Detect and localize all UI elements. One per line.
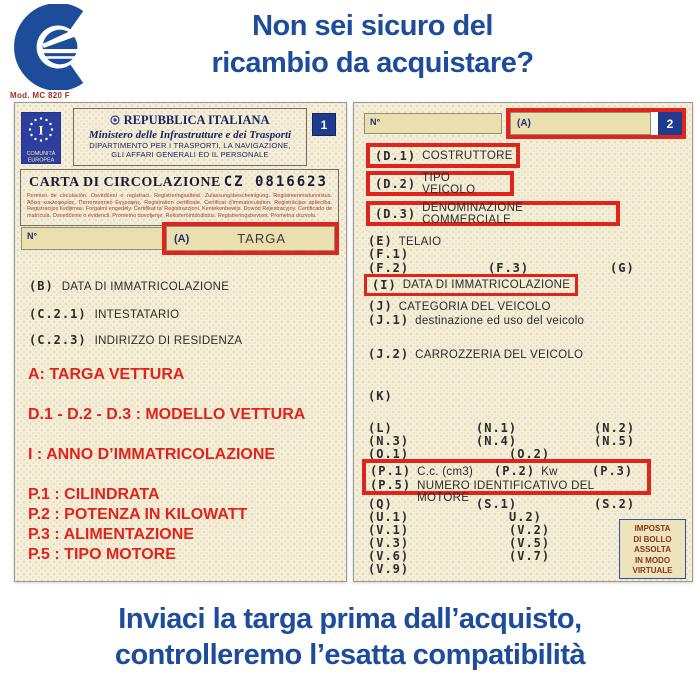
ministry-line: Ministero delle Infrastrutture e dei Trasporti — [88, 129, 292, 141]
field-row-c23 — [29, 333, 242, 347]
carta-section — [20, 169, 339, 226]
page-title-line2: ricambio da acquistare? — [211, 47, 534, 79]
legend-note-p3: P.3 : ALIMENTAZIONE — [28, 526, 194, 543]
doc2-number-field-label: N° — [370, 117, 381, 127]
targa-field-label: TARGA — [237, 231, 287, 246]
targa-highlight-box — [162, 222, 339, 255]
field-code-f1: (F.1) — [368, 247, 410, 261]
d1-highlight-box — [366, 143, 520, 168]
imposta-line3: ASSOLTA — [633, 545, 672, 554]
field-label-c23: INDIRIZZO DI RESIDENZA — [94, 335, 243, 347]
legend-note-i: I : ANNO D’IMMATRICOLAZIONE — [28, 446, 276, 463]
field-code-u1: (U.1) — [368, 510, 410, 524]
field-code-f3: (F.3) — [488, 261, 530, 275]
carta-title: CARTA DI CIRCOLAZIONE — [29, 175, 221, 190]
field-code-j: (J) — [368, 299, 393, 313]
field-code-n1: (N.1) — [476, 421, 518, 435]
field-label-c21: INTESTATARIO — [94, 309, 180, 321]
imposta-line4: IN MODO — [634, 555, 671, 565]
field-row-f1 — [354, 247, 692, 260]
field-code-p2: (P.2) — [494, 464, 536, 478]
field-code-j1: (J.1) — [368, 313, 410, 327]
field-code-s2: (S.2) — [594, 497, 636, 511]
republic-title — [74, 113, 306, 128]
field-label-p5: NUMERO IDENTIFICATIVO DEL MOTORE — [417, 480, 594, 504]
page-title-line1: Non sei sicuro del — [252, 10, 493, 42]
eu-member-letter: I — [38, 122, 44, 138]
doc2-targa-highlight-box — [506, 108, 686, 139]
footer-line2: controlleremo l’esatta compatibilità — [114, 639, 586, 671]
field-code-q: (Q) — [368, 497, 393, 511]
field-code-v5: (V.5) — [509, 536, 551, 550]
imposta-line2: DI BOLLO — [633, 534, 672, 544]
field-label-p1: C.c. (cm3) — [417, 466, 474, 478]
eu-label-line2: EUROPEA — [27, 157, 55, 164]
department-line2: GLI AFFARI GENERALI ED IL PERSONALE — [111, 150, 269, 159]
field-code-b: (B) — [29, 279, 54, 293]
imposta-di-bollo-box — [619, 519, 686, 579]
field-code-n4: (N.4) — [476, 434, 518, 448]
eu-label-line1: COMUNITÀ — [26, 151, 56, 157]
republic-title-text: REPUBBLICA ITALIANA — [123, 113, 270, 127]
registration-card-page1 — [14, 102, 347, 582]
field-row-n3-n4-n5 — [354, 434, 692, 447]
field-code-v2: (V.2) — [509, 523, 551, 537]
field-row-j2 — [354, 347, 692, 360]
form-model-label: Mod. MC 820 F — [10, 91, 70, 100]
field-code-d1: (D.1) — [375, 148, 417, 163]
field-code-o1: (O.1) — [368, 447, 410, 461]
field-code-n3: (N.3) — [368, 434, 410, 448]
field-code-j2: (J.2) — [368, 347, 410, 361]
field-row-e — [354, 234, 692, 247]
field-code-e: (E) — [368, 234, 393, 248]
field-code-p3: (P.3) — [592, 464, 634, 478]
d3-highlight-box — [366, 201, 620, 226]
field-code-i: (I) — [372, 278, 397, 292]
field-code-v1: (V.1) — [368, 523, 410, 537]
field-label-j2: CARROZZERIA DEL VEICOLO — [415, 349, 584, 361]
page-number-badge-1: 1 — [312, 113, 336, 136]
i-highlight-box — [364, 274, 578, 296]
multilanguage-text: Permiso de circulación. Osvědčení o registraci. Registreringsattest. Zulassungsbescheinigung. Registreerimistunnistus. Άδεια κυκλοφορίας. Πιστοποιητικό Εγγραφής. Registration certificate. Certificat d’immatriculation. Reģistrācijas apliecība. Registracijos liudijimas. Forgalmi engedély. Ċertifikat ta’ Reġistrazzjoni. Kentekenbewijs. Dowód Rejestracyjny. Certificado de matrícula. Osvedčenie o evidencii. Prometno dovoljenje. Rekisteröintitodistus. Registreringsbeviset. Prometna dozvola. — [27, 193, 332, 219]
field-row-c21 — [29, 307, 179, 321]
legend-note-p5: P.5 : TIPO MOTORE — [28, 546, 176, 563]
footer-message — [0, 601, 700, 673]
department-line1: DIPARTIMENTO PER I TRASPORTI, LA NAVIGAZIONE, — [89, 141, 291, 150]
field-label-d2: TIPO VEICOLO — [422, 171, 476, 196]
legend-notes — [28, 365, 305, 565]
legend-note-p2: P.2 : POTENZA IN KILOWATT — [28, 506, 248, 523]
field-code-g: (G) — [610, 261, 635, 275]
field-code-n2: (N.2) — [594, 421, 636, 435]
field-code-l: (L) — [368, 421, 393, 435]
legend-note-p1: P.1 : CILINDRATA — [28, 486, 160, 503]
page-number-badge-2: 2 — [658, 112, 682, 135]
field-code-v7: (V.7) — [509, 549, 551, 563]
field-code-f2: (F.2) — [368, 261, 410, 275]
field-label-e: TELAIO — [398, 236, 442, 248]
field-code-p1: (P.1) — [370, 464, 412, 478]
legend-note-d: D.1 - D.2 - D.3 : MODELLO VETTURA — [28, 406, 306, 423]
field-row-b — [29, 279, 229, 293]
field-label-d1: COSTRUTTORE — [422, 149, 513, 162]
legend-note-a: A: TARGA VETTURA — [28, 366, 185, 383]
italy-emblem-icon — [110, 115, 120, 125]
eu-flag-icon — [21, 112, 61, 164]
field-label-b: DATA DI IMMATRICOLAZIONE — [61, 281, 230, 293]
registration-card-page2 — [353, 102, 693, 582]
field-code-s1: (S.1) — [476, 497, 518, 511]
doc1-number-field — [21, 227, 163, 250]
field-label-p2: Kw — [541, 466, 558, 478]
field-code-v6: (V.6) — [368, 549, 410, 563]
field-label-d3: DENOMINAZIONE COMMERCIALE — [422, 201, 524, 226]
field-row-j1 — [354, 313, 692, 326]
field-code-c23: (C.2.3) — [29, 333, 87, 347]
field-code-d2: (D.2) — [375, 176, 417, 191]
field-label-j: CATEGORIA DEL VEICOLO — [398, 301, 551, 313]
field-spacer — [651, 112, 658, 135]
field-row-l-n1-n2 — [354, 421, 692, 434]
imposta-line1: IMPOSTA — [634, 524, 671, 533]
field-code-o2: (O.2) — [509, 447, 551, 461]
field-row-q-s1-s2 — [354, 497, 692, 510]
page-title — [70, 8, 675, 82]
carta-serial-number: CZ 0816623 — [223, 174, 328, 190]
field-code-p5: (P.5) — [370, 478, 412, 492]
doc2-number-field — [364, 113, 502, 134]
field-row-f2-f3-g — [354, 261, 692, 274]
imposta-line5: VIRTUALE — [632, 566, 673, 575]
targa-field-code: (A) — [174, 232, 190, 245]
field-code-d3: (D.3) — [375, 206, 417, 221]
field-row-k — [354, 389, 692, 402]
field-code-v9: (V.9) — [368, 562, 410, 576]
field-code-c21: (C.2.1) — [29, 307, 87, 321]
field-label-i: DATA DI IMMATRICOLAZIONE — [402, 279, 571, 291]
field-code-k: (K) — [368, 389, 393, 403]
field-code-n5: (N.5) — [594, 434, 636, 448]
document-header — [73, 108, 307, 166]
doc1-number-field-label: N° — [27, 231, 38, 241]
field-label-j1: destinazione ed uso del veicolo — [415, 315, 585, 327]
doc2-targa-field-code: (A) — [517, 118, 531, 129]
field-code-v3: (V.3) — [368, 536, 410, 550]
footer-line1: Inviaci la targa prima dall’acquisto, — [118, 603, 582, 635]
d2-highlight-box — [366, 171, 514, 196]
field-code-u2: U.2) — [509, 510, 542, 524]
field-row-j — [354, 299, 692, 312]
